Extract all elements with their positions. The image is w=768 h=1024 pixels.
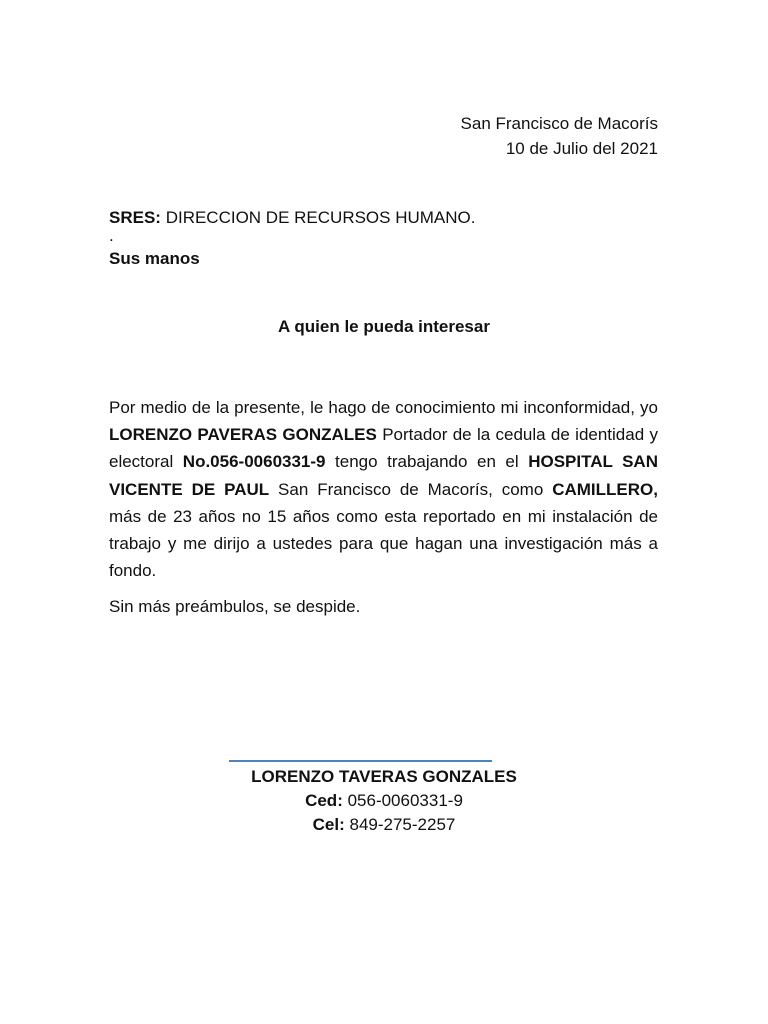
closing: Sin más preámbulos, se despide. bbox=[109, 597, 361, 616]
body-text-2: Portador de la cedula de identidad y electoral bbox=[109, 425, 658, 472]
place-date-block bbox=[461, 111, 658, 161]
recipient-block bbox=[109, 205, 476, 271]
ced-label: Ced: bbox=[305, 791, 343, 810]
date: 10 de Julio del 2021 bbox=[505, 139, 658, 158]
recipient-dot: . bbox=[109, 226, 114, 245]
signature-line bbox=[229, 760, 492, 762]
signature-block bbox=[0, 765, 768, 837]
greeting: A quien le pueda interesar bbox=[278, 317, 490, 336]
signature-name: LORENZO TAVERAS GONZALES bbox=[251, 767, 517, 786]
signature-ced bbox=[0, 789, 768, 813]
recipient-name: DIRECCION DE RECURSOS HUMANO. bbox=[160, 208, 476, 227]
cel-label: Cel: bbox=[312, 815, 345, 834]
body-name: LORENZO PAVERAS GONZALES bbox=[109, 425, 377, 445]
body-text-1: Por medio de la presente, le hago de conocimiento mi inconformidad, yo bbox=[109, 398, 658, 417]
body-text-4: San Francisco de Macorís, como bbox=[269, 479, 553, 499]
body-job: CAMILLERO, bbox=[552, 479, 658, 499]
cel-value: 849-275-2257 bbox=[344, 815, 456, 834]
body-text-5: más de 23 años no 15 años como esta reportado en mi instalación de trabajo y me dirijo a ustedes para que hagan una investigación más a fondo. bbox=[109, 506, 658, 581]
body-hospital: HOSPITAL SAN VICENTE DE PAUL bbox=[109, 452, 658, 499]
recipient-label: SRES: bbox=[109, 208, 161, 227]
place: San Francisco de Macorís bbox=[460, 114, 658, 133]
signature-cel bbox=[0, 813, 768, 837]
ced-value: 056-0060331-9 bbox=[342, 791, 463, 810]
recipient-via: Sus manos bbox=[109, 249, 200, 268]
body-text-3: tengo trabajando en el bbox=[325, 452, 529, 472]
recipient-line bbox=[109, 205, 476, 230]
body-id-number: No.056-0060331-9 bbox=[182, 452, 326, 472]
body-paragraph bbox=[109, 394, 658, 584]
